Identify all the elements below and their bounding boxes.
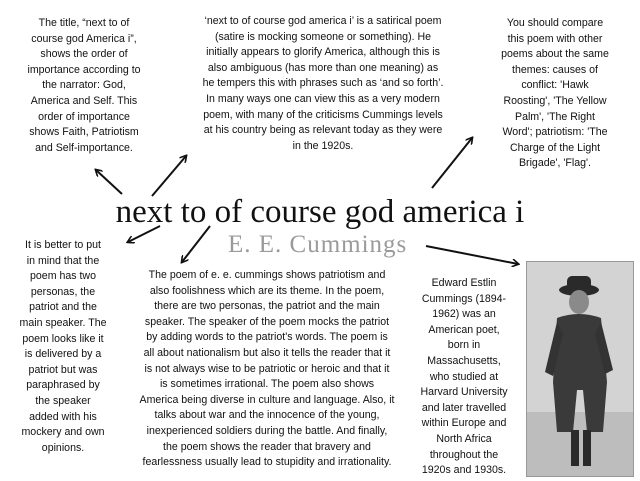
satire-note: ‘next to of course god america i’ is a satirical poem (satire is mocking someone or something). He initially appears to glorify America, although this is also ambiguous (has more than one meaning) as he tempers this with phrases such as ‘and so forth’. In many ways one can view this as a very modern poem, with many of the criticisms Cummings levels at his country being as relevant today as they were in the 1920s. [202, 15, 444, 152]
biography-note: Edward Estlin Cummings (1894- 1962) was an American poet, born in Massachusetts, who studied at Harvard University and later travelled within Europe and North Africa throughout the 1920s and 1930s. [420, 277, 508, 477]
arrow-to-title-note [96, 170, 122, 194]
title-meaning-note: The title, “next to of course god America i”, shows the order of importance according to the narrator: God, America and Self. This order of importance shows Faith, Patriotism and Self-importance. [27, 17, 141, 154]
author-name: E. E. Cummings [228, 231, 408, 258]
compare-poems-note: You should compare this poem with other poems about the same themes: causes of conflict: 'Hawk Roosting', 'The Yellow Palm', 'The Right Word'; patriotism: 'The Charge of the Light Brigade', 'Flag'. [501, 17, 609, 170]
poem-title: next to of course god america i [115, 194, 525, 230]
arrow-to-personas-note [128, 226, 160, 242]
arrow-to-compare-note [432, 138, 472, 188]
poem-summary-note: The poem of e. e. cummings shows patriotism and also foolishness which are its theme. In the poem, there are two personas, the patriot and the main speaker. The speaker of the poem mocks the patriot by adding words to the patriot's words. The poem is all about nationalism but also it tells the reader that it is not always wise to be patriotic or heroic and that it is sometimes irrational. The poem also shows America being diverse in culture and language. Also, it talks about war and the innocence of the young, inexperienced soldiers during the battle. And finally, the poem shows the reader that bravery and fearlessness usually lead to stupidity and irrationality. [139, 269, 395, 469]
arrow-to-photo [426, 246, 518, 264]
arrow-to-poem-summary [182, 226, 210, 262]
arrow-to-satire-note [152, 156, 186, 196]
personas-note: It is better to put in mind that the poem has two personas, the patriot and the main speaker. The poem looks like it is delivered by a patriot but was paraphrased by the speaker added with his mockery and own opinions. [19, 239, 107, 454]
